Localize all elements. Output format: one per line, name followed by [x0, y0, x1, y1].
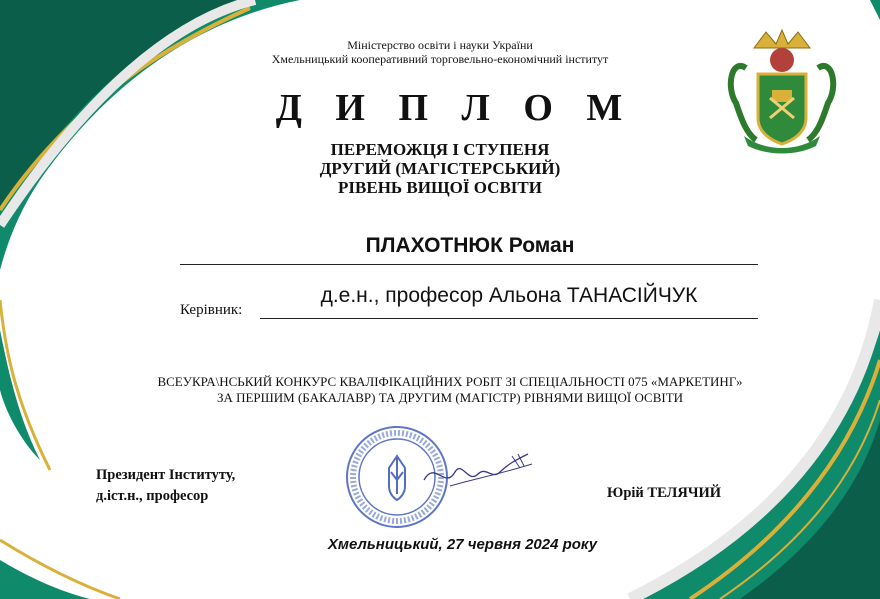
award-line-2: ДРУГИЙ (МАГІСТЕРСЬКИЙ) — [319, 159, 561, 178]
recipient-name: ПЛАХОТНЮК Роман — [365, 234, 575, 257]
contest-line-2: ЗА ПЕРШИМ (БАКАЛАВР) ТА ДРУГИМ (МАГІСТР) РІВНЯМИ ВИЩОЇ ОСВІТИ — [216, 390, 684, 405]
president-name: Юрій ТЕЛЯЧИЙ — [607, 485, 722, 501]
document-title: Д И П Л О М — [275, 87, 635, 129]
contest-line-1: ВСЕУКРА\НСЬКИЙ КОНКУРС КВАЛІФІКАЦІЙНИХ РОБІТ ЗІ СПЕЦІАЛЬНОСТІ 075 «МАРКЕТИНГ» — [157, 374, 743, 389]
supervisor-label: Керівник: — [180, 302, 243, 318]
recipient-underline — [180, 264, 758, 265]
award-line-1: ПЕРЕМОЖЦЯ І СТУПЕНЯ — [330, 140, 550, 159]
president-degree: д.іст.н., професор — [96, 488, 209, 504]
place-and-date: Хмельницький, 27 червня 2024 року — [327, 536, 598, 553]
supervisor-underline — [260, 318, 758, 319]
president-title — [96, 465, 235, 507]
ministry-line: Міністерство освіти і науки України — [347, 38, 533, 52]
contest-description — [0, 374, 880, 406]
ministry-header — [0, 38, 880, 66]
supervisor-name: д.е.н., професор Альона ТАНАСІЙЧУК — [320, 284, 698, 307]
institute-name: Хмельницький кооперативний торговельно-економічний інститут — [271, 52, 609, 66]
signature-icon — [420, 450, 540, 500]
award-line-3: РІВЕНЬ ВИЩОЇ ОСВІТИ — [338, 178, 542, 197]
award-title — [0, 140, 880, 197]
president-position: Президент Інституту, — [96, 467, 236, 483]
